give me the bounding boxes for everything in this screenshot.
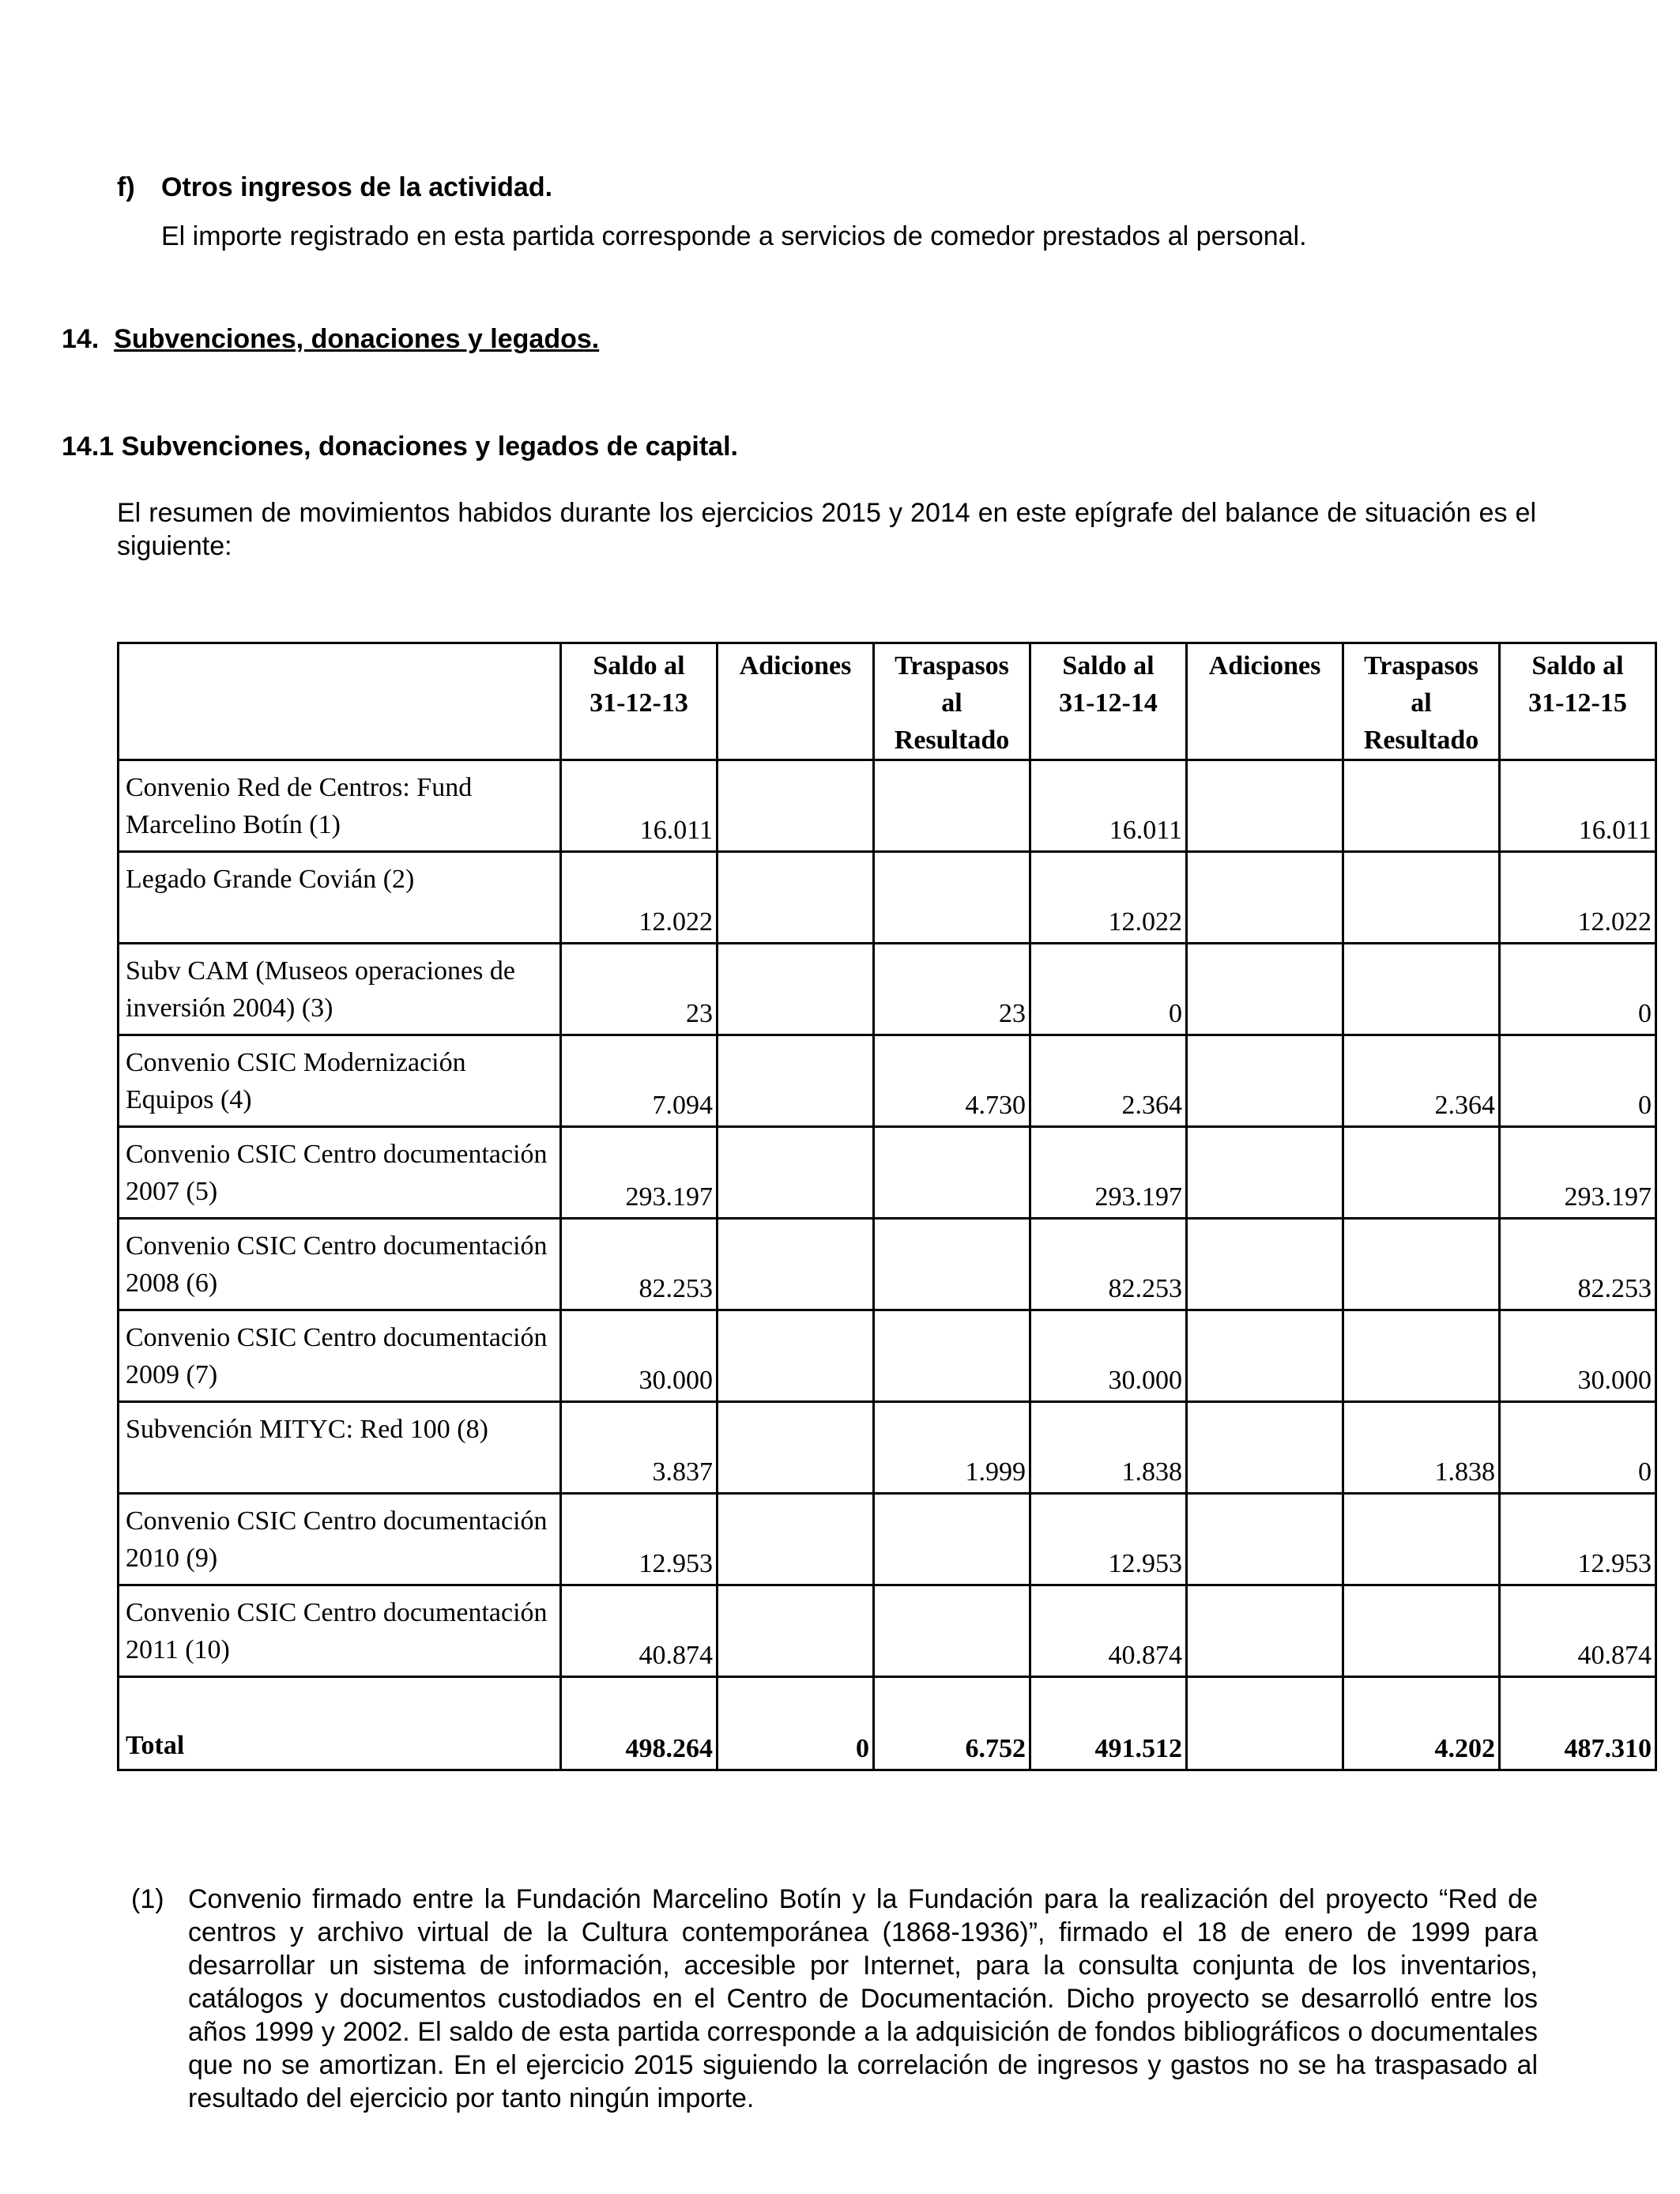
section-14-number: 14. bbox=[62, 324, 100, 354]
row-concept: Convenio CSIC Modernización Equipos (4) bbox=[119, 1035, 561, 1127]
row-value: 12.953 bbox=[561, 1494, 718, 1585]
row-value bbox=[1343, 760, 1500, 852]
row-value bbox=[1343, 1494, 1500, 1585]
row-value: 40.874 bbox=[1500, 1585, 1656, 1677]
total-value: 487.310 bbox=[1500, 1677, 1656, 1770]
row-value bbox=[1343, 1127, 1500, 1219]
row-concept: Convenio CSIC Centro documentación 2007 (5) bbox=[119, 1127, 561, 1219]
intro-paragraph: El resumen de movimientos habidos durante los ejercicios 2015 y 2014 en este epígrafe del balance de situación es el siguiente: bbox=[117, 498, 1536, 561]
row-value: 30.000 bbox=[561, 1310, 718, 1402]
row-value bbox=[1187, 1035, 1343, 1127]
row-value: 293.197 bbox=[1030, 1127, 1187, 1219]
row-value bbox=[1187, 1310, 1343, 1402]
row-value: 82.253 bbox=[561, 1219, 718, 1310]
table-row bbox=[119, 1585, 1656, 1677]
row-value bbox=[874, 1310, 1030, 1402]
section-f-label: f) bbox=[117, 172, 135, 202]
row-value: 0 bbox=[1030, 944, 1187, 1035]
column-header: Saldo al 31-12-15 bbox=[1500, 643, 1656, 760]
row-concept: Convenio CSIC Centro documentación 2008 (6) bbox=[119, 1219, 561, 1310]
total-value: 491.512 bbox=[1030, 1677, 1187, 1770]
section-14-heading bbox=[62, 322, 599, 356]
table-row bbox=[119, 944, 1656, 1035]
table-row bbox=[119, 1494, 1656, 1585]
row-value: 3.837 bbox=[561, 1402, 718, 1494]
table-row bbox=[119, 1127, 1656, 1219]
row-value bbox=[874, 852, 1030, 944]
row-value bbox=[1187, 1127, 1343, 1219]
row-value: 40.874 bbox=[1030, 1585, 1187, 1677]
row-value bbox=[874, 760, 1030, 852]
table-header-row bbox=[119, 643, 1656, 760]
row-value: 23 bbox=[561, 944, 718, 1035]
table-row bbox=[119, 760, 1656, 852]
row-value: 30.000 bbox=[1030, 1310, 1187, 1402]
row-value: 82.253 bbox=[1500, 1219, 1656, 1310]
table-body bbox=[119, 760, 1656, 1770]
row-value bbox=[1187, 1219, 1343, 1310]
row-value bbox=[1343, 852, 1500, 944]
footnotes bbox=[131, 1883, 1538, 2115]
row-concept: Legado Grande Covián (2) bbox=[119, 852, 561, 944]
row-value: 1.838 bbox=[1343, 1402, 1500, 1494]
row-value: 4.730 bbox=[874, 1035, 1030, 1127]
row-value: 293.197 bbox=[1500, 1127, 1656, 1219]
row-value: 7.094 bbox=[561, 1035, 718, 1127]
total-label: Total bbox=[119, 1677, 561, 1770]
column-header: Saldo al 31-12-13 bbox=[561, 643, 718, 760]
row-value: 2.364 bbox=[1343, 1035, 1500, 1127]
section-14-1-heading: 14.1 Subvenciones, donaciones y legados de capital. bbox=[62, 432, 738, 462]
row-value: 30.000 bbox=[1500, 1310, 1656, 1402]
row-value bbox=[718, 1219, 874, 1310]
table-row bbox=[119, 852, 1656, 944]
row-value: 82.253 bbox=[1030, 1219, 1187, 1310]
row-value bbox=[874, 1127, 1030, 1219]
row-value: 0 bbox=[1500, 1035, 1656, 1127]
column-header: Traspasos al Resultado bbox=[874, 643, 1030, 760]
row-value bbox=[1187, 852, 1343, 944]
total-value: 0 bbox=[718, 1677, 874, 1770]
row-value bbox=[718, 852, 874, 944]
row-value: 23 bbox=[874, 944, 1030, 1035]
row-value: 12.953 bbox=[1030, 1494, 1187, 1585]
row-value bbox=[1187, 944, 1343, 1035]
column-header: Traspasos al Resultado bbox=[1343, 643, 1500, 760]
row-value bbox=[718, 1585, 874, 1677]
row-value: 1.838 bbox=[1030, 1402, 1187, 1494]
row-value: 12.022 bbox=[1500, 852, 1656, 944]
row-value: 1.999 bbox=[874, 1402, 1030, 1494]
row-value: 40.874 bbox=[561, 1585, 718, 1677]
row-value: 293.197 bbox=[561, 1127, 718, 1219]
total-value bbox=[1187, 1677, 1343, 1770]
row-value: 12.022 bbox=[561, 852, 718, 944]
header-empty-cell bbox=[119, 643, 561, 760]
row-value: 0 bbox=[1500, 1402, 1656, 1494]
row-value bbox=[1343, 1585, 1500, 1677]
row-concept: Subv CAM (Museos operaciones de inversión 2004) (3) bbox=[119, 944, 561, 1035]
row-value bbox=[1343, 1310, 1500, 1402]
total-value: 498.264 bbox=[561, 1677, 718, 1770]
row-value bbox=[1187, 1494, 1343, 1585]
column-header: Adiciones bbox=[1187, 643, 1343, 760]
row-value: 12.953 bbox=[1500, 1494, 1656, 1585]
row-concept: Subvención MITYC: Red 100 (8) bbox=[119, 1402, 561, 1494]
table-row bbox=[119, 1402, 1656, 1494]
row-concept: Convenio CSIC Centro documentación 2011 (10) bbox=[119, 1585, 561, 1677]
row-value: 16.011 bbox=[1500, 760, 1656, 852]
row-value: 0 bbox=[1500, 944, 1656, 1035]
row-value bbox=[1343, 944, 1500, 1035]
row-value bbox=[718, 760, 874, 852]
row-value bbox=[874, 1219, 1030, 1310]
row-value bbox=[1187, 760, 1343, 852]
row-value: 16.011 bbox=[1030, 760, 1187, 852]
table-row bbox=[119, 1310, 1656, 1402]
column-header: Adiciones bbox=[718, 643, 874, 760]
section-14-title: Subvenciones, donaciones y legados. bbox=[114, 324, 600, 354]
row-value bbox=[874, 1585, 1030, 1677]
row-value bbox=[718, 1494, 874, 1585]
section-f-text: El importe registrado en esta partida corresponde a servicios de comedor prestados al personal. bbox=[161, 221, 1307, 251]
movements-table bbox=[117, 642, 1657, 1771]
row-value: 12.022 bbox=[1030, 852, 1187, 944]
row-value bbox=[718, 1402, 874, 1494]
footnote-mark: (1) bbox=[131, 1884, 164, 1914]
row-value bbox=[718, 1310, 874, 1402]
row-value bbox=[718, 944, 874, 1035]
row-value bbox=[1187, 1585, 1343, 1677]
row-value bbox=[718, 1035, 874, 1127]
table-row bbox=[119, 1035, 1656, 1127]
total-value: 6.752 bbox=[874, 1677, 1030, 1770]
section-f-heading bbox=[117, 171, 552, 204]
total-value: 4.202 bbox=[1343, 1677, 1500, 1770]
row-value bbox=[1187, 1402, 1343, 1494]
row-value: 2.364 bbox=[1030, 1035, 1187, 1127]
row-value bbox=[1343, 1219, 1500, 1310]
row-concept: Convenio CSIC Centro documentación 2010 (9) bbox=[119, 1494, 561, 1585]
column-header: Saldo al 31-12-14 bbox=[1030, 643, 1187, 760]
section-f-title: Otros ingresos de la actividad. bbox=[161, 172, 553, 202]
footnote bbox=[131, 1883, 1538, 2115]
table-row bbox=[119, 1219, 1656, 1310]
row-value bbox=[718, 1127, 874, 1219]
row-concept: Convenio Red de Centros: Fund Marcelino Botín (1) bbox=[119, 760, 561, 852]
row-value: 16.011 bbox=[561, 760, 718, 852]
footnote-text: Convenio firmado entre la Fundación Marcelino Botín y la Fundación para la realización del proyecto “Red de centros y archivo virtual de la Cultura contemporánea (1868-1936)”, firmado el 18 de enero de 1999 para desarrollar un sistema de información, accesible por Internet, para la consulta conjunta de los inventarios, catálogos y documentos custodiados en el Centro de Documentación. Dicho proyecto se desarrolló entre los años 1999 y 2002. El saldo de esta partida corresponde a la adquisición de fondos bibliográficos o documentales que no se amortizan. En el ejercicio 2015 siguiendo la correlación de ingresos y gastos no se ha traspasado al resultado del ejercicio por tanto ningún importe. bbox=[188, 1884, 1538, 2113]
row-concept: Convenio CSIC Centro documentación 2009 (7) bbox=[119, 1310, 561, 1402]
table-total-row bbox=[119, 1677, 1656, 1770]
row-value bbox=[874, 1494, 1030, 1585]
